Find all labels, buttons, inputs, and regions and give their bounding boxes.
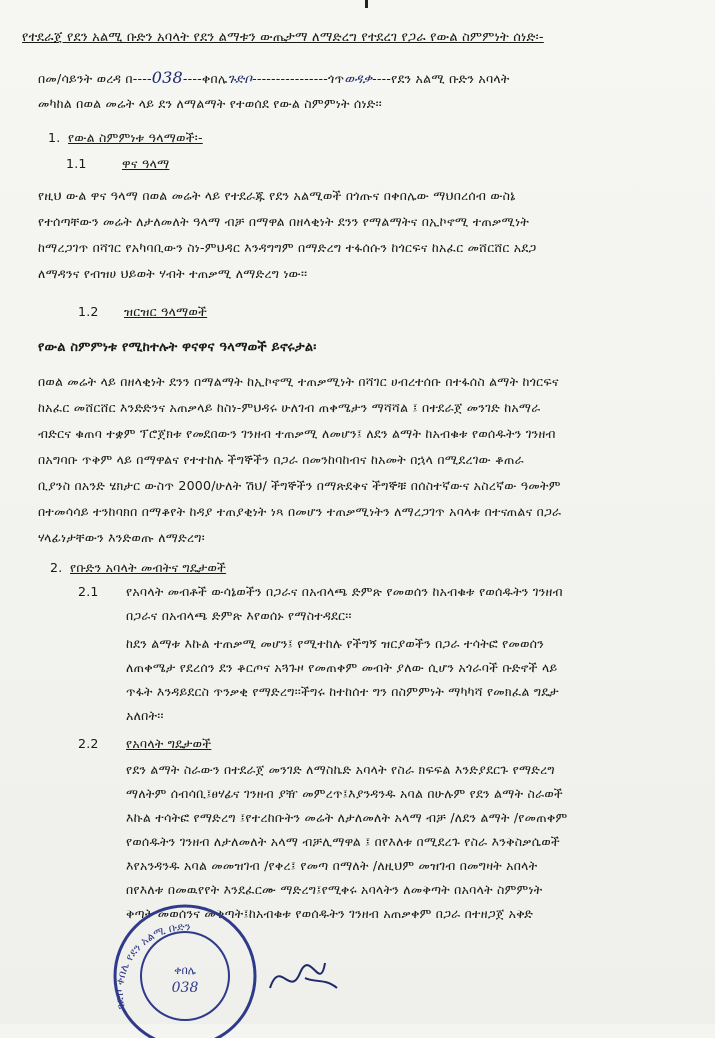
rights-line: የአባላት መብቶች ውሳኔወችን በጋራና በአብላጫ ድምጽ የመወሰን ከአብቁቱ የወሰዱትን ገንዘብ bbox=[126, 584, 563, 599]
document-title: የተደራጀ የደን አልሚ ቡድን አባላት የደን ልማቱን ውጤታማ ለማድረግ የተደረገ የጋራ የውል ስምምነት ሰነድ፡- bbox=[22, 30, 544, 45]
duties-line: የወሰዱትን ገንዘብ ለታለመለት አላማ ብቻሊማዋል ፤ በየእለቱ በሚደረጉ የስራ እንቅስቃሴወች bbox=[126, 834, 561, 849]
intro-group: ----የደን አልሚ ቡድን አባላት bbox=[372, 71, 510, 86]
subsection-2-2-heading: የአባላት ግዴታወች bbox=[126, 736, 212, 751]
para1-line: የዚህ ውል ዋና ዓላማ በወል መሬት ላይ የተደራጁ የደን አልሚወች በጎጡና በቀበሌው ማህበረሰብ ውስኔ bbox=[38, 188, 516, 203]
intro-woreda: በመ/ሳይንት ወረዳ በ---- bbox=[38, 71, 152, 86]
punch-mark bbox=[365, 0, 368, 8]
rights-line: አለበት፡፡ bbox=[126, 708, 164, 723]
section-1-heading: የውል ስምምነቱ ዓላማወች፡- bbox=[68, 130, 203, 145]
para2-line: በወል መሬት ላይ በዘላቂነት ደንን በማልማት ከኢኮኖሚ ተጠቃሚነት በሻገር ሀብረተሰቡ በተፋሰስ ልማት ከጎርፍና bbox=[38, 374, 559, 389]
para2-line: በተመሳሳይ ተንከባክበ በማቆየት ከዳያ ተጠያቂነት ነጻ በመሆን ተጠቃሚነትን ለማረጋገጥ አባላቱ በተናጠልና በጋራ bbox=[38, 504, 562, 519]
rights-line: ጥፋት እንዳይደርስ ጥንቃቂ የማድረግ፡፡ችግሩ ከተከሰተ ግን በስምምነት ማካካሻ የመክፈል ግዴታ bbox=[126, 684, 559, 699]
objectives-intro: የውል ስምምነቱ የሚከተሉት ዋናዋና ዓላማወች ይኖሩታል፡ bbox=[38, 340, 317, 355]
duties-line: የደን ልማት ስራውን በተደራጀ መንገድ ለማስኬድ አባላት የስራ ክፍፍል እንድያደርጉ የማድረግ bbox=[126, 762, 555, 777]
section-1-number: 1. bbox=[48, 130, 61, 145]
subsection-1-2-number: 1.2 bbox=[78, 304, 99, 319]
para2-line: በአግባቡ ጥቅም ላይ በማዋልና የተተከሉ ችግኞችን በጋራ በመንከባከብና ከአመት በኋላ በሚደረገው ቆጠራ bbox=[38, 452, 524, 467]
kebele-number: 038 bbox=[151, 68, 183, 87]
stamp-center-text: ቀበሌ bbox=[174, 964, 196, 977]
signature bbox=[265, 948, 345, 1008]
subsection-1-1-number: 1.1 bbox=[66, 156, 87, 171]
subsection-1-2-heading: ዝርዝር ዓላማወች bbox=[124, 304, 208, 319]
para2-line: ከአፈር መሸርሸር እንድድንና አጠቃላይ ከስነ-ምህዳሩ ሁለገብ ጠቀሜታን ማሻሻል ፤ በተደራጀ መንገድ ከአማራ bbox=[38, 400, 541, 415]
rights-line: ከደን ልማቱ እኩል ተጠቃሚ መሆን፤ የሚተከሉ የችግኝ ዝርያወችን በጋራ ተሳትፎ የመወሰን bbox=[126, 636, 545, 651]
subsection-2-2-number: 2.2 bbox=[78, 736, 99, 751]
subsection-1-1-heading: ዋና ዓላማ bbox=[122, 156, 170, 171]
rights-line: ለጠቀሜታ የደረሰን ደን ቆርጦና አጓጉዞ የመጠቀም መብት ያለው ሲሆን አጎራባች ቡድኖች ላይ bbox=[126, 660, 558, 675]
intro-got: ----------------ጎጥ bbox=[252, 71, 345, 86]
para2-line: ቢያንስ በአንድ ሄክታር ውስጥ 2000/ሁለት ሽህ/ ችግኞችን በማጽደቅና ችግኞቹ በሰስተኛውና አስረኛው ዓመትም bbox=[38, 478, 561, 493]
section-2-number: 2. bbox=[50, 560, 63, 575]
section-2-heading: የቡድን አባላት መብትና ግዴታወች bbox=[70, 560, 227, 575]
intro-kebele: ----ቀበሌ bbox=[182, 71, 228, 86]
stamp-ring-text: ገድቦ ቀበሌ የደን አልሚ ቡድን bbox=[112, 920, 191, 1011]
stamp-number: 038 bbox=[171, 980, 199, 996]
kebele-name: ጉድቦ bbox=[227, 72, 253, 87]
official-stamp bbox=[95, 888, 275, 1038]
intro-line-2: መካከል በወል መሬት ላይ ደን ለማልማት የተወሰደ የውል ስምምነት ሰነድ፡፡ bbox=[38, 96, 382, 111]
para1-line: የተሰጣቸውን መሬት ለታለመለት ዓላማ ብቻ በማዋል በዘላቂነት ደንን የማልማትና በኢኮኖሚ ተጠቃሚነት bbox=[38, 214, 530, 229]
para1-line: ከማረጋገጥ በሻገር የአካባቢውን ስነ-ምህዳር እንዳግግም በማድረግ ተፋሰሱን ከጎርፍና ከአፈር መሸርሸር አደጋ bbox=[38, 240, 537, 255]
duties-line: እኩል ተሳትፎ የማድረግ ፤የተረከቡትን መሬት ለታለመለት አላማ ብቻ /ለደን ልማት /የመጠቀም bbox=[126, 810, 568, 825]
para1-line: ለማዳንና የብዝሀ ህይወት ሃብት ተጠቃሚ ለማድረግ ነው፡፡ bbox=[38, 266, 308, 281]
got-name: ወዳቃ bbox=[344, 72, 373, 87]
para2-line: ሃላፊነታቸውን እንድወጡ ለማድረግ፡ bbox=[38, 530, 205, 545]
subsection-2-1-number: 2.1 bbox=[78, 584, 99, 599]
duties-line: እየአንዳንዱ አባል መመዝገብ /የቀረ፤ የመጣ በማለት /ለዚህም መዝገብ በመግዛት አበላት bbox=[126, 858, 538, 873]
duties-line: በየእለቱ በመዉየየት እንደፈርሙ ማድረግ፤የሚቀሩ አባላትን ለመቅጣት በአባላት ስምምነት bbox=[126, 882, 543, 897]
para2-line: ብድርና ቁጠባ ተቋም ፕሮጀክቱ የመደበውን ገንዘብ ተጠቃሚ ለመሆን፤ ለደን ልማት ከአብቁቱ የወሰዱትን ገንዘብ bbox=[38, 426, 556, 441]
duties-line: ማለትም ሰብሳቢ፤ፀሃፊና ገንዘብ ያዥ መምረጥ፤እያንዳንዱ አባል በሁሉም የደን ልማት ስራወች bbox=[126, 786, 564, 801]
rights-line: በጋራና በአብላጫ ድምጽ እየወሰኑ የማስተዳደር፡፡ bbox=[126, 608, 352, 623]
intro-line-1 bbox=[38, 68, 510, 87]
duties-line: ቅጣት መወሰንና መቅጣት፤ከአብቁቱ የወሰዱትን ገንዘብ አጠቃቀም በጋራ በተዘጋጀ አቅድ bbox=[126, 906, 534, 921]
